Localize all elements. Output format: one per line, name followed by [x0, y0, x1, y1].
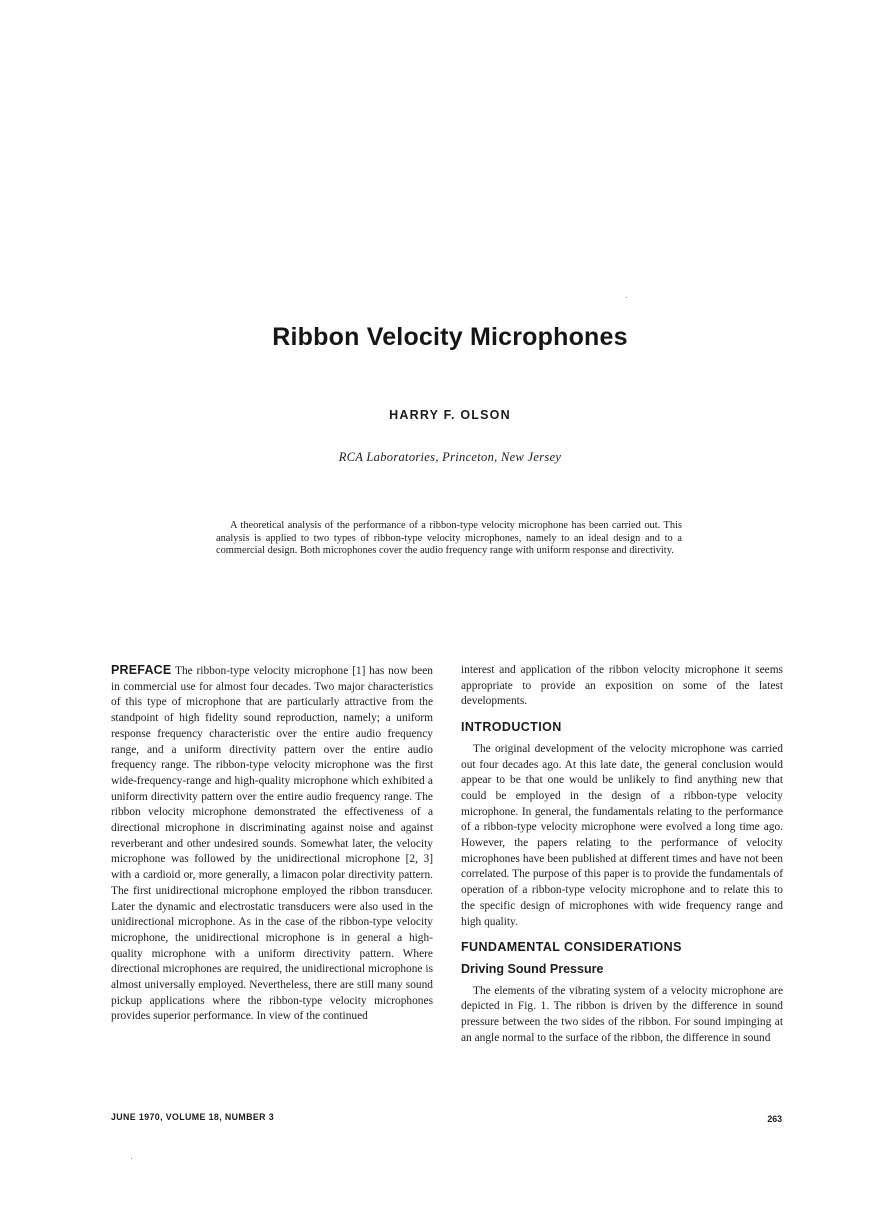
fundamental-text: The elements of the vibrating system of a velocity microphone are depicted in Fig. 1. The ribbon is driven by the difference in sound pressure between the two sides of the ribbon. For sound impinging at an angle normal to the surface of the ribbon, the difference in sound	[461, 984, 783, 1044]
scan-speck	[131, 1158, 132, 1159]
preface-continued: interest and application of the ribbon velocity microphone it seems appropriate to provide an exposition on some of the latest developments.	[461, 664, 783, 708]
introduction-heading: INTRODUCTION	[461, 720, 562, 735]
driving-sound-pressure-subheading: Driving Sound Pressure	[461, 961, 604, 976]
author-affiliation: RCA Laboratories, Princeton, New Jersey	[338, 450, 562, 464]
page-number: 263	[767, 1114, 782, 1124]
preface-lead: PREFACE	[111, 663, 172, 677]
author-name: HARRY F. OLSON	[389, 408, 511, 422]
paper-title: Ribbon Velocity Microphones	[272, 323, 628, 351]
introduction-text: The original development of the velocity microphone was carried out four decades ago. At this late date, the general conclusion would appear to be that one would be unlikely to find anything new that could be employed in the design of a ribbon-type velocity microphone. In general, the fundamentals relating to the performance of a ribbon-type velocity microphone were evolved a long time ago. However, the papers relating to the performance of velocity microphones have been published at different times and have not been correlated. The purpose of this paper is to provide the fundamentals of operation of a ribbon-type velocity microphone and to relate this to the specific design of microphones with wide frequency range and high quality.	[461, 742, 783, 928]
right-column	[461, 663, 783, 1046]
abstract: A theoretical analysis of the performance of a ribbon-type velocity microphone has been carried out. This analysis is applied to two types of ribbon-type velocity microphones, namely to an ideal design and to a commercial design. Both microphones cover the audio frequency range with uniform response and directivity.	[216, 520, 682, 556]
preface-paragraph	[111, 663, 433, 1025]
left-column	[111, 663, 433, 1025]
journal-footer: JUNE 1970, VOLUME 18, NUMBER 3	[111, 1112, 275, 1122]
scan-speck	[626, 297, 627, 298]
preface-text: The ribbon-type velocity microphone [1] has now been in commercial use for almost four decades. Two major characteristics of this type of microphone that are particularly attractive from the standpoint of high fidelity sound reproduction, namely; a uniform response frequency characteristic over the entire audio frequency range, and a uniform directivity pattern over the entire audio frequency range. The ribbon-type velocity microphone was the first wide-frequency-range and high-quality microphone which exhibited a uniform directivity pattern over the entire audio frequency range. The ribbon velocity microphone demonstrated the effectiveness of a directional microphone in discriminating against noise and against reverberant and other undesired sounds. Somewhat later, the velocity microphone was followed by the unidirectional microphone [2, 3] with a cardioid or, more generally, a limacon polar directivity pattern. The first unidirectional microphone employed the ribbon transducer. Later the dynamic and electrostatic transducers were also used in the unidirectional microphone. As in the case of the ribbon-type velocity microphone, the unidirectional microphone is in general a high-quality microphone with a uniform directivity pattern. Where directional microphones are required, the unidirectional microphone is almost universally employed. Nevertheless, there are still many sound pickup applications where the ribbon-type velocity microphones provides superior performance. In view of the continued	[111, 665, 433, 1023]
fundamental-considerations-heading: FUNDAMENTAL CONSIDERATIONS	[461, 940, 682, 955]
